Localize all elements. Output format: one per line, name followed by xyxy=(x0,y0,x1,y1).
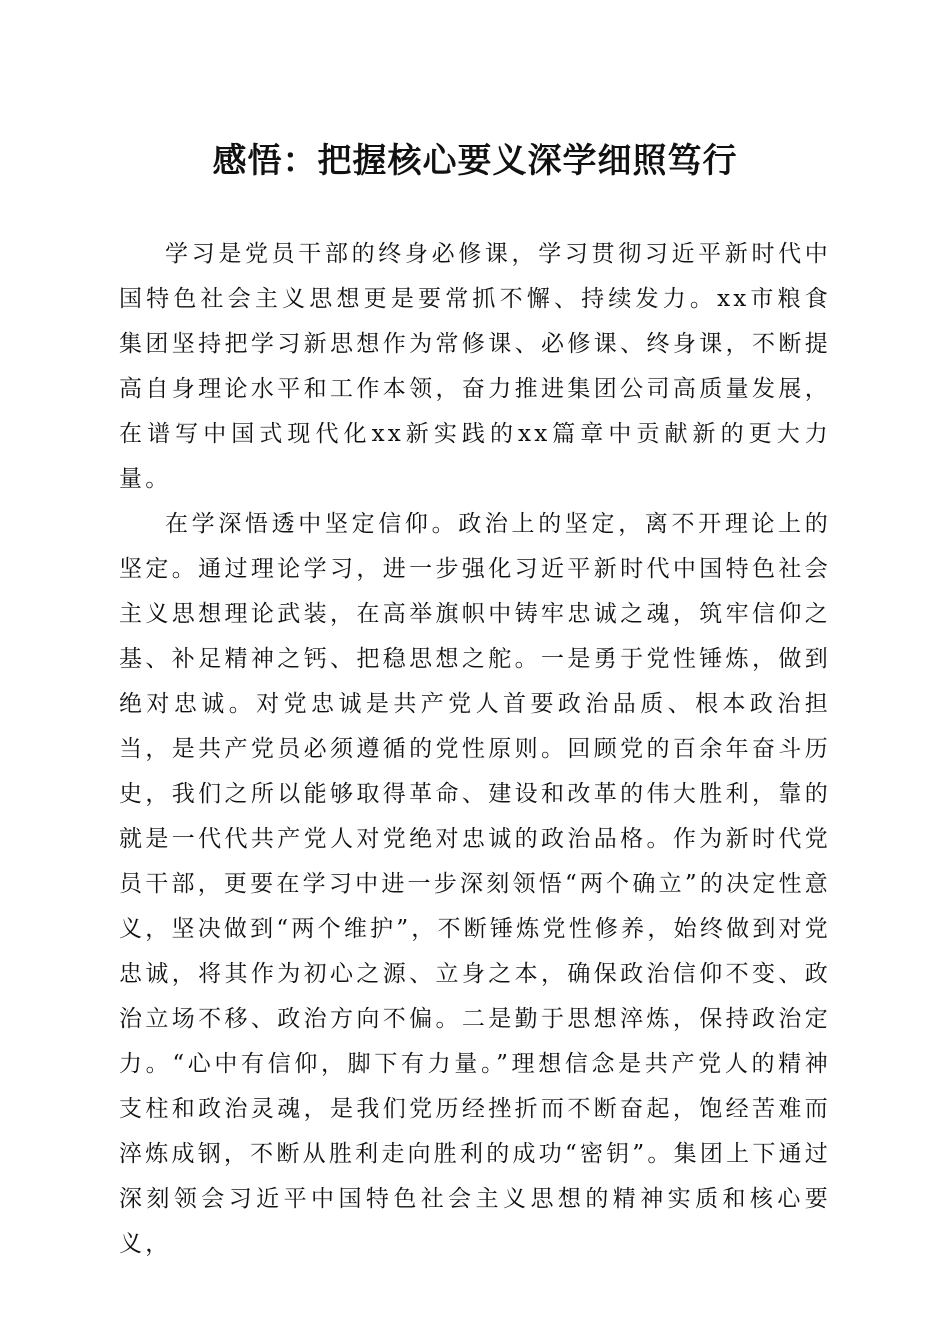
paragraph-intro: 学习是党员干部的终身必修课，学习贯彻习近平新时代中国特色社会主义思想更是要常抓不懈、持续发力。xx市粮食集团坚持把学习新思想作为常修课、必修课、终身课，不断提高自身理论水平和工作本领，奋力推进集团公司高质量发展，在谱写中国式现代化xx新实践的xx篇章中贡献新的更大力量。 xyxy=(119,241,831,492)
paragraph-faith: 在学深悟透中坚定信仰。政治上的坚定，离不开理论上的坚定。通过理论学习，进一步强化习近平新时代中国特色社会主义思想理论武装，在高举旗帜中铸牢忠诚之魂，筑牢信仰之基、补足精神之钙、把稳思想之舵。一是勇于党性锤炼，做到绝对忠诚。对党忠诚是共产党人首要政治品质、根本政治担当，是共产党员必须遵循的党性原则。回顾党的百余年奋斗历史，我们之所以能够取得革命、建设和改革的伟大胜利，靠的就是一代代共产党人对党绝对忠诚的政治品格。作为新时代党员干部，更要在学习中进一步深刻领悟“两个确立”的决定性意义，坚决做到“两个维护”，不断锤炼党性修养，始终做到对党忠诚，将其作为初心之源、立身之本，确保政治信仰不变、政治立场不移、政治方向不偏。二是勤于思想淬炼，保持政治定力。“心中有信仰，脚下有力量。”理想信念是共产党人的精神支柱和政治灵魂，是我们党历经挫折而不断奋起，饱经苦难而淬炼成钢，不断从胜利走向胜利的成功“密钥”。集团上下通过深刻领会习近平中国特色社会主义思想的精神实质和核心要义， xyxy=(119,511,831,1257)
document-body xyxy=(119,232,831,1267)
document-title: 感悟：把握核心要义深学细照笃行 xyxy=(212,141,738,181)
